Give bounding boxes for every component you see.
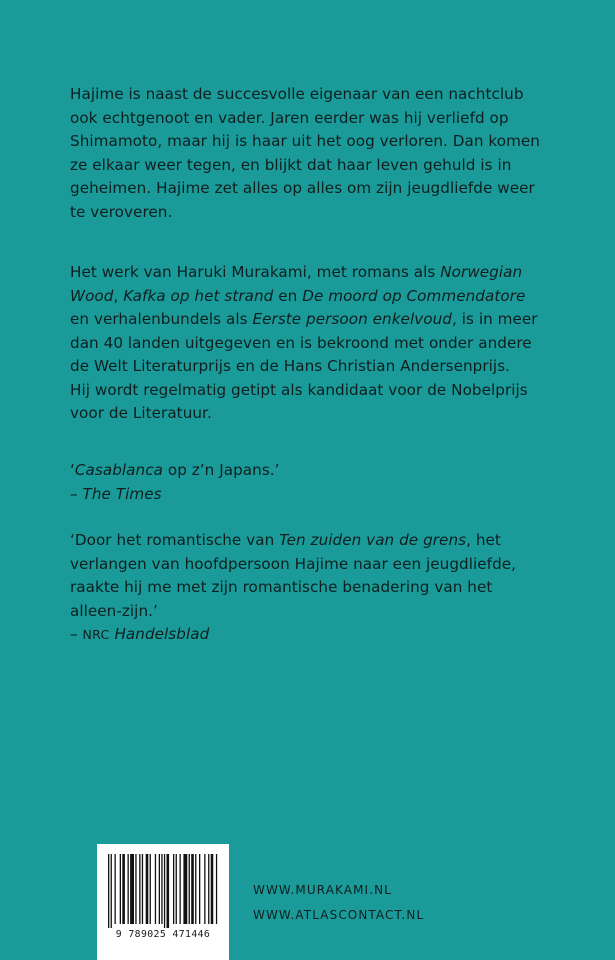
- review-quote-times: [70, 459, 570, 506]
- attribution-source: NRC: [82, 627, 110, 642]
- quote-attribution: [70, 483, 570, 507]
- bio-text: ,: [113, 286, 124, 305]
- review-quote-nrc: [70, 529, 570, 647]
- quote-title: Casablanca: [74, 461, 163, 479]
- isbn-digits: 9 789025 471446: [115, 929, 211, 940]
- synopsis-line: Shimamoto, maar hij is haar uit het oog verloren. Dan komen: [70, 132, 540, 150]
- barcode-bar: [130, 854, 134, 924]
- bio-text: , is in meer: [451, 310, 538, 328]
- attribution-dash: –: [70, 484, 83, 503]
- barcode-bar: [208, 854, 209, 924]
- barcode-bar: [211, 854, 214, 924]
- barcode-bar: [146, 854, 149, 924]
- bio-text: Het werk van Haruki Murakami, met romans als: [70, 263, 441, 281]
- barcode-bar: [139, 854, 140, 924]
- quote-text: , het: [466, 531, 501, 549]
- quote-line: [70, 529, 570, 553]
- barcode-bar: [142, 854, 143, 924]
- barcode-bar: [189, 854, 190, 924]
- barcode-bar: [173, 854, 174, 924]
- attribution-dash: –: [70, 625, 83, 643]
- barcode-bar: [150, 854, 151, 924]
- quote-text: op z’n Japans.’: [162, 461, 280, 479]
- synopsis-line: geheimen. Hajime zet alles op alles om zijn jeugdliefde weer: [70, 179, 535, 197]
- bio-text: en: [273, 286, 303, 305]
- quote-line: [70, 459, 570, 483]
- book-title: De moord op Commendatore: [302, 286, 526, 305]
- barcode-bar: [183, 854, 187, 924]
- bio-line: [70, 308, 570, 332]
- book-title: Wood: [70, 286, 114, 305]
- barcode-bar: [161, 854, 162, 924]
- website-link-murakami[interactable]: WWW.MURAKAMI.NL: [253, 883, 392, 897]
- barcode-bar: [111, 854, 112, 928]
- quote-attribution: [70, 623, 570, 647]
- synopsis-line: ook echtgenoot en vader. Jaren eerder was hij verliefd op: [70, 108, 509, 127]
- barcode-bar: [199, 854, 200, 924]
- barcode-bar: [167, 854, 170, 928]
- bio-line: dan 40 landen uitgegeven en is bekroond met onder andere: [70, 333, 532, 352]
- quote-line: alleen-zijn.’: [70, 601, 158, 620]
- barcode-bar: [159, 854, 160, 924]
- attribution-source: Handelsblad: [109, 625, 210, 643]
- barcode-bar: [155, 854, 156, 924]
- quote-text: ‘Door het romantische van: [70, 531, 280, 549]
- attribution-source: The Times: [82, 484, 162, 503]
- isbn-barcode: [97, 844, 229, 960]
- quote-mark: ‘: [70, 461, 75, 479]
- synopsis-line: ze elkaar weer tegen, en blijkt dat haar leven gehuld is in: [70, 155, 512, 174]
- bio-line: de Welt Literaturprijs en de Hans Christian Andersenprijs.: [70, 357, 511, 375]
- barcode-bar: [120, 854, 121, 924]
- bio-text: en verhalenbundels als: [70, 310, 253, 328]
- website-link-atlascontact[interactable]: WWW.ATLASCONTACT.NL: [253, 908, 425, 922]
- barcode-bar: [195, 854, 196, 924]
- barcode-bar: [180, 854, 181, 924]
- barcode-bar: [135, 854, 136, 924]
- website-links: [253, 878, 424, 928]
- bio-line: voor de Literatuur.: [70, 404, 212, 422]
- author-bio-paragraph: [70, 261, 570, 426]
- book-title: Norwegian: [440, 263, 523, 281]
- quote-line: verlangen van hoofdpersoon Hajime naar een jeugdliefde,: [70, 554, 517, 573]
- barcode-bars: [106, 854, 220, 928]
- synopsis-paragraph: [70, 83, 570, 224]
- barcode-bar: [164, 854, 165, 928]
- bio-line: [70, 285, 570, 309]
- barcode-bar: [115, 854, 116, 924]
- synopsis-line: Hajime is naast de succesvolle eigenaar van een nachtclub: [70, 85, 524, 103]
- barcode-bar: [204, 854, 205, 924]
- quote-line: raakte hij me met zijn romantische benadering van het: [70, 578, 493, 596]
- quote-title: Ten zuiden van de grens: [279, 531, 467, 549]
- book-title: Kafka op het strand: [123, 286, 274, 305]
- synopsis-line: te veroveren.: [70, 202, 173, 221]
- bio-line: Hij wordt regelmatig getipt als kandidaat voor de Nobelprijs: [70, 380, 528, 399]
- barcode-bar: [122, 854, 125, 924]
- barcode-bar: [176, 854, 177, 924]
- bio-line: [70, 261, 570, 285]
- barcode-bar: [108, 854, 109, 928]
- barcode-bar: [216, 854, 217, 924]
- barcode-bar: [128, 854, 129, 924]
- book-title: Eerste persoon enkelvoud: [252, 310, 452, 328]
- barcode-bar: [191, 854, 194, 924]
